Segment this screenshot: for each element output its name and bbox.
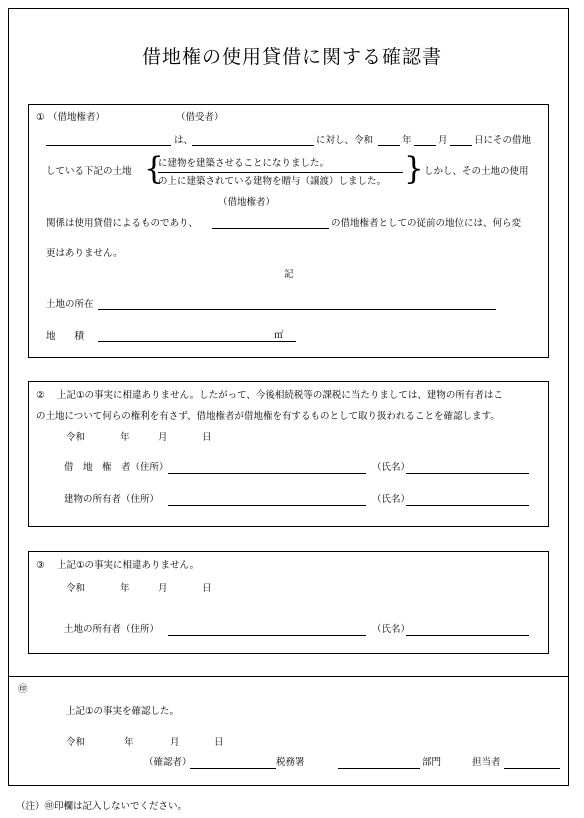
section-2-text-1: 上記①の事実に相違ありません。したがって、今後相続税等の課税に当たりましては、建物の所有者はこ	[57, 390, 503, 401]
year-label: 年	[402, 135, 412, 146]
option-gift: の上に建築されている建物を贈与（譲渡）しました。	[158, 176, 387, 187]
month-label: 月	[438, 135, 448, 146]
land-area-field[interactable]	[98, 341, 296, 342]
dept-label: 部門	[422, 757, 442, 768]
land-owner-name-label: （氏名）	[372, 624, 411, 635]
section-3-text: 上記①の事実に相違ありません。	[57, 560, 200, 571]
lessee-label: （借地権者）	[48, 112, 106, 123]
no-shakuchi-text: の借地権者としての従前の地位には、何ら変	[331, 218, 522, 229]
day-field[interactable]	[450, 145, 472, 146]
month-field[interactable]	[414, 145, 436, 146]
owner-address-field[interactable]	[168, 505, 366, 506]
section-3-number: ③	[36, 560, 45, 571]
land-owner-address-field[interactable]	[168, 635, 366, 636]
wa-text: は、	[174, 135, 194, 146]
land-location-label: 土地の所在	[46, 299, 94, 310]
seal-mark: ㊞	[18, 684, 28, 695]
day-suffix-text: 日にその借地	[474, 135, 532, 146]
lessee-address-field[interactable]	[168, 473, 366, 474]
section-2-reiwa: 令和	[66, 432, 86, 443]
land-owner-address-label: 土地の所有者（住所）	[64, 624, 160, 635]
ki-heading: 記	[284, 269, 294, 280]
section-3-year: 年	[120, 583, 130, 594]
lessee-name-field[interactable]	[212, 228, 329, 229]
officer-label: 担当者	[472, 757, 501, 768]
section-4-month: 月	[170, 737, 180, 748]
officer-field[interactable]	[504, 768, 560, 769]
borrower-label: （借受者）	[176, 112, 224, 123]
dept-field[interactable]	[338, 768, 420, 769]
section-3-day: 日	[202, 583, 212, 594]
kankei-text: 関係は使用貸借によるものであり、	[46, 218, 199, 229]
henko-text: 更はありません。	[46, 248, 123, 259]
section-4-year: 年	[124, 737, 134, 748]
land-area-label: 地 積	[46, 331, 85, 342]
lessee-address-label: 借 地 権 者（住所）	[64, 462, 169, 473]
right-brace: }	[404, 151, 424, 187]
owner-name-field[interactable]	[406, 505, 529, 506]
option-build-underline	[158, 172, 403, 173]
land-owner-name-field[interactable]	[406, 635, 529, 636]
section-1-box	[28, 104, 549, 358]
option-build: に建物を建築させることになりました。	[158, 158, 330, 169]
lessee-name-label: （氏名）	[372, 462, 411, 473]
section-2-number: ②	[36, 390, 45, 401]
shiteiru-text: している下記の土地	[46, 166, 132, 177]
section-4-confirm-text: 上記①の事実を確認した。	[66, 706, 180, 717]
tax-office-label: 税務署	[276, 757, 305, 768]
footnote: （注）㊞印欄は記入しないでください。	[16, 801, 188, 812]
section-2-text-2: の土地について何らの権利を有さず、借地権者が借地権を有するものとして取り扱われることを確認します。	[36, 411, 500, 422]
lessee-label-2: （借地権者）	[218, 197, 276, 208]
section-4-day: 日	[214, 737, 224, 748]
area-unit: ㎡	[274, 330, 284, 341]
shikashi-text: しかし、その土地の使用	[424, 166, 529, 177]
confirmer-field[interactable]	[190, 768, 276, 769]
owner-address-label: 建物の所有者（住所）	[64, 494, 160, 505]
left-brace: {	[144, 151, 164, 187]
owner-name-label: （氏名）	[372, 494, 411, 505]
ni-taishi-text: に対し、令和	[316, 135, 374, 146]
document-title: 借地権の使用貸借に関する確認書	[141, 46, 442, 68]
section-3-reiwa: 令和	[66, 583, 86, 594]
section-4-reiwa: 令和	[66, 737, 86, 748]
lessee-name-field-2[interactable]	[406, 473, 529, 474]
section-2-day: 日	[202, 432, 212, 443]
section-2-year: 年	[120, 432, 130, 443]
section-3-month: 月	[158, 583, 168, 594]
section-2-month: 月	[158, 432, 168, 443]
borrower-field[interactable]	[192, 145, 314, 146]
lessee-field[interactable]	[46, 145, 171, 146]
section-4-divider	[8, 676, 569, 677]
section-1-number: ①	[36, 112, 45, 123]
year-field[interactable]	[378, 145, 400, 146]
confirmer-label: （確認者）	[144, 757, 192, 768]
land-location-field[interactable]	[98, 309, 496, 310]
